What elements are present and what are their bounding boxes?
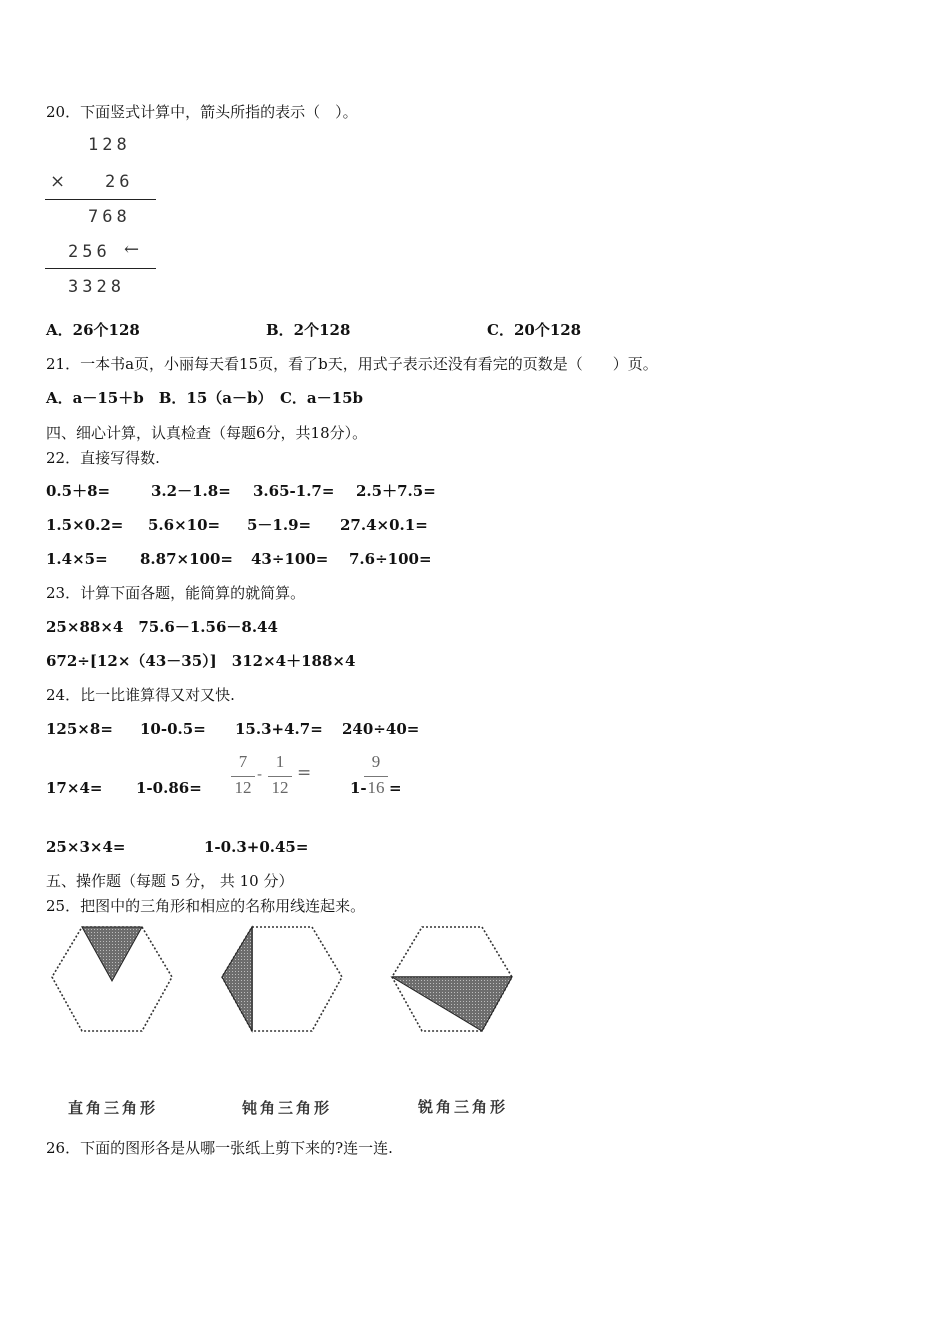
q20-option-b: B．2个128 [266, 321, 351, 339]
frac-a-bar [231, 776, 255, 777]
q22-r3c4: 7.6÷100= [349, 550, 432, 568]
q24-r3c2: 1-0.3+0.45= [204, 838, 309, 856]
times-sign: × [50, 171, 66, 192]
calc-multiplicand: 128 [88, 135, 131, 155]
label-acute-triangle: 锐角三角形 [418, 1098, 509, 1116]
frac-equals: = [297, 763, 312, 783]
q20-question: 20．下面竖式计算中，箭头所指的表示（ ）。 [46, 103, 358, 121]
label-right-triangle: 直角三角形 [68, 1099, 159, 1117]
q22-r2c2: 5.6×10= [148, 516, 221, 534]
q22-r3c3: 43÷100= [251, 550, 329, 568]
hexagon-obtuse-triangle [222, 927, 342, 1031]
q22-title: 22．直接写得数. [46, 449, 160, 467]
section4-heading: 四、细心计算，认真检查（每题6分，共18分）。 [46, 424, 368, 442]
q25-title: 25．把图中的三角形和相应的名称用线连起来。 [46, 897, 366, 915]
frac2-numerator: 9 [371, 752, 381, 771]
q22-r2c4: 27.4×0.1= [340, 516, 428, 534]
q23-line1: 25×88×4 75.6－1.56－8.44 [46, 618, 278, 636]
q24-r2c2: 1-0.86= [136, 779, 202, 797]
frac-b-numerator: 1 [275, 752, 285, 771]
q22-r1c1: 0.5＋8= [46, 482, 111, 500]
frac-a-denominator: 12 [234, 778, 252, 797]
hexagon-right-triangle [52, 927, 172, 1031]
calc-divider-1 [45, 199, 156, 200]
q22-r1c4: 2.5＋7.5= [356, 482, 436, 500]
frac2-denominator: 16 [367, 778, 385, 797]
calc-partial2: 256 [68, 242, 111, 262]
q24-r1c4: 240÷40= [342, 720, 420, 738]
q24-r1c3: 15.3+4.7= [235, 720, 323, 738]
q22-r2c3: 5－1.9= [247, 516, 312, 534]
frac-b-bar [268, 776, 292, 777]
hexagon-figures [40, 920, 540, 1040]
frac2-prefix: 1- [350, 779, 367, 797]
calc-multiplier: 26 [105, 172, 134, 192]
section5-heading: 五、操作题（每题 5 分， 共 10 分） [46, 872, 294, 890]
q24-r2c1: 17×4= [46, 779, 103, 797]
calc-partial1: 768 [88, 207, 131, 227]
q20-option-c: C．20个128 [487, 321, 582, 339]
q22-r2c1: 1.5×0.2= [46, 516, 124, 534]
q24-title: 24．比一比谁算得又对又快. [46, 686, 235, 704]
q23-title: 23．计算下面各题，能简算的就简算。 [46, 584, 306, 602]
arrow-left-icon: ← [124, 239, 140, 260]
q22-r3c2: 8.87×100= [140, 550, 233, 568]
q23-line2: 672÷[12×（43－35）] 312×4＋188×4 [46, 652, 356, 670]
q21-question: 21．一本书a页，小丽每天看15页，看了b天，用式子表示还没有看完的页数是（ ）页。 [46, 355, 658, 373]
calc-divider-2 [45, 268, 156, 269]
q21-options: A．a－15＋b B．15（a－b） C．a－15b [46, 389, 364, 407]
q22-r1c2: 3.2－1.8= [151, 482, 231, 500]
q24-r3c1: 25×3×4= [46, 838, 126, 856]
q24-r1c1: 125×8= [46, 720, 113, 738]
frac2-equals: = [389, 779, 402, 797]
q26-title: 26．下面的图形各是从哪一张纸上剪下来的?连一连. [46, 1139, 393, 1157]
frac-a-numerator: 7 [238, 752, 248, 771]
label-obtuse-triangle: 钝角三角形 [242, 1099, 333, 1117]
frac2-bar [364, 776, 388, 777]
calc-product: 3328 [68, 277, 125, 297]
q24-r1c2: 10-0.5= [140, 720, 206, 738]
q22-r1c3: 3.65-1.7= [253, 482, 335, 500]
frac-b-denominator: 12 [271, 778, 289, 797]
frac-minus: - [257, 765, 263, 783]
q22-r3c1: 1.4×5= [46, 550, 108, 568]
hexagon-acute-triangle [392, 927, 512, 1031]
q20-option-a: A．26个128 [46, 321, 140, 339]
